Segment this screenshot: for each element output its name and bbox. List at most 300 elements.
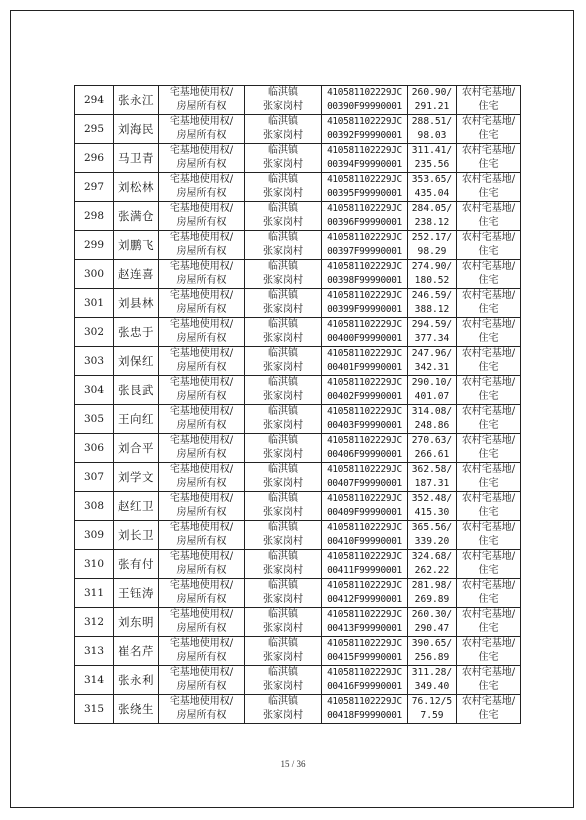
area-size-cell-line-2: 415.30 (414, 507, 450, 518)
location-cell-line-2: 张家岗村 (263, 304, 303, 315)
right-type-cell-line-2: 房屋所有权 (176, 188, 227, 199)
land-use-cell-line-1: 农村宅基地/ (461, 435, 516, 446)
area-size-cell (408, 347, 457, 376)
row-number-cell: 315 (75, 695, 114, 724)
land-use-cell-line-1: 农村宅基地/ (461, 551, 516, 562)
land-use-cell (457, 550, 521, 579)
area-size-cell (408, 463, 457, 492)
right-type-cell (159, 463, 245, 492)
land-use-cell-line-2: 住宅 (478, 594, 499, 605)
parcel-code-cell-line-1: 410581102229JC (327, 464, 402, 475)
parcel-code-cell (322, 579, 408, 608)
owner-name-cell: 刘县林 (114, 289, 159, 318)
location-cell-line-1: 临淇镇 (268, 319, 298, 330)
location-cell (245, 608, 322, 637)
land-use-cell (457, 521, 521, 550)
owner-name-cell: 刘松林 (114, 173, 159, 202)
right-type-cell-line-2: 房屋所有权 (176, 101, 227, 112)
land-use-cell-line-1: 农村宅基地/ (461, 406, 516, 417)
right-type-cell (159, 550, 245, 579)
land-use-cell-line-1: 农村宅基地/ (461, 638, 516, 649)
row-number-cell: 299 (75, 231, 114, 260)
parcel-code-cell-line-2: 00416F99990001 (327, 681, 402, 692)
area-size-cell-line-2: 269.89 (414, 594, 450, 605)
area-size-cell-line-1: 311.28/ (411, 667, 453, 678)
area-size-cell-line-2: 180.52 (414, 275, 450, 286)
parcel-code-cell-line-2: 00395F99990001 (327, 188, 402, 199)
right-type-cell-line-2: 房屋所有权 (176, 710, 227, 721)
table-row (75, 579, 521, 608)
parcel-code-cell-line-2: 00411F99990001 (327, 565, 402, 576)
land-use-cell-line-1: 农村宅基地/ (461, 580, 516, 591)
row-number-cell: 304 (75, 376, 114, 405)
land-use-cell-line-2: 住宅 (478, 710, 499, 721)
location-cell-line-1: 临淇镇 (268, 522, 298, 533)
area-size-cell-line-1: 270.63/ (411, 435, 453, 446)
area-size-cell-line-1: 352.48/ (411, 493, 453, 504)
right-type-cell (159, 492, 245, 521)
land-use-cell (457, 202, 521, 231)
location-cell-line-2: 张家岗村 (263, 101, 303, 112)
right-type-cell-line-1: 宅基地使用权/ (169, 551, 234, 562)
owner-name-cell: 张满仓 (114, 202, 159, 231)
area-size-cell-line-1: 252.17/ (411, 232, 453, 243)
right-type-cell-line-1: 宅基地使用权/ (169, 638, 234, 649)
owner-name-cell: 刘合平 (114, 434, 159, 463)
row-number-cell: 298 (75, 202, 114, 231)
area-size-cell-line-2: 435.04 (414, 188, 450, 199)
row-number-cell: 294 (75, 86, 114, 115)
right-type-cell-line-2: 房屋所有权 (176, 594, 227, 605)
land-use-cell (457, 695, 521, 724)
table-row (75, 463, 521, 492)
right-type-cell-line-1: 宅基地使用权/ (169, 522, 234, 533)
area-size-cell-line-2: 256.89 (414, 652, 450, 663)
location-cell-line-1: 临淇镇 (268, 464, 298, 475)
parcel-code-cell-line-2: 00407F99990001 (327, 478, 402, 489)
table-body (75, 86, 521, 724)
location-cell-line-2: 张家岗村 (263, 130, 303, 141)
land-use-cell (457, 492, 521, 521)
location-cell (245, 289, 322, 318)
row-number-cell: 301 (75, 289, 114, 318)
land-use-cell (457, 608, 521, 637)
location-cell-line-2: 张家岗村 (263, 188, 303, 199)
location-cell-line-1: 临淇镇 (268, 261, 298, 272)
area-size-cell (408, 86, 457, 115)
parcel-code-cell (322, 202, 408, 231)
right-type-cell-line-1: 宅基地使用权/ (169, 116, 234, 127)
location-cell-line-1: 临淇镇 (268, 174, 298, 185)
right-type-cell-line-2: 房屋所有权 (176, 623, 227, 634)
parcel-code-cell-line-1: 410581102229JC (327, 261, 402, 272)
parcel-code-cell (322, 115, 408, 144)
land-use-cell-line-1: 农村宅基地/ (461, 174, 516, 185)
parcel-code-cell-line-1: 410581102229JC (327, 435, 402, 446)
location-cell-line-1: 临淇镇 (268, 377, 298, 388)
right-type-cell-line-1: 宅基地使用权/ (169, 290, 234, 301)
right-type-cell (159, 521, 245, 550)
parcel-code-cell (322, 173, 408, 202)
land-use-cell-line-1: 农村宅基地/ (461, 232, 516, 243)
land-use-cell-line-2: 住宅 (478, 130, 499, 141)
parcel-code-cell-line-2: 00409F99990001 (327, 507, 402, 518)
right-type-cell (159, 666, 245, 695)
area-size-cell-line-1: 281.98/ (411, 580, 453, 591)
area-size-cell-line-2: 187.31 (414, 478, 450, 489)
parcel-code-cell-line-2: 00406F99990001 (327, 449, 402, 460)
area-size-cell (408, 318, 457, 347)
location-cell-line-2: 张家岗村 (263, 681, 303, 692)
parcel-code-cell-line-2: 00415F99990001 (327, 652, 402, 663)
area-size-cell (408, 405, 457, 434)
parcel-code-cell-line-2: 00403F99990001 (327, 420, 402, 431)
right-type-cell-line-2: 房屋所有权 (176, 246, 227, 257)
land-use-cell-line-2: 住宅 (478, 449, 499, 460)
land-use-cell-line-1: 农村宅基地/ (461, 493, 516, 504)
owner-name-cell: 刘东明 (114, 608, 159, 637)
location-cell (245, 579, 322, 608)
parcel-code-cell (322, 695, 408, 724)
parcel-code-cell (322, 666, 408, 695)
right-type-cell (159, 405, 245, 434)
area-size-cell-line-2: 7.59 (420, 710, 444, 721)
parcel-code-cell-line-1: 410581102229JC (327, 406, 402, 417)
table-row (75, 289, 521, 318)
parcel-code-cell (322, 347, 408, 376)
right-type-cell-line-1: 宅基地使用权/ (169, 464, 234, 475)
land-use-cell (457, 666, 521, 695)
parcel-code-cell-line-1: 410581102229JC (327, 174, 402, 185)
land-use-cell-line-2: 住宅 (478, 333, 499, 344)
land-use-cell-line-2: 住宅 (478, 159, 499, 170)
table-row (75, 434, 521, 463)
location-cell-line-1: 临淇镇 (268, 667, 298, 678)
table-row (75, 260, 521, 289)
parcel-code-cell-line-2: 00399F99990001 (327, 304, 402, 315)
location-cell-line-1: 临淇镇 (268, 493, 298, 504)
parcel-code-cell-line-1: 410581102229JC (327, 609, 402, 620)
land-use-cell-line-1: 农村宅基地/ (461, 464, 516, 475)
area-size-cell (408, 289, 457, 318)
land-use-cell (457, 289, 521, 318)
location-cell-line-1: 临淇镇 (268, 406, 298, 417)
owner-name-cell: 马卫青 (114, 144, 159, 173)
area-size-cell (408, 492, 457, 521)
land-use-cell-line-2: 住宅 (478, 391, 499, 402)
area-size-cell-line-2: 339.20 (414, 536, 450, 547)
right-type-cell-line-2: 房屋所有权 (176, 565, 227, 576)
row-number-cell: 311 (75, 579, 114, 608)
right-type-cell (159, 202, 245, 231)
right-type-cell (159, 347, 245, 376)
parcel-code-cell (322, 637, 408, 666)
location-cell-line-2: 张家岗村 (263, 420, 303, 431)
parcel-code-cell-line-1: 410581102229JC (327, 319, 402, 330)
table-row (75, 637, 521, 666)
row-number-cell: 306 (75, 434, 114, 463)
land-use-cell (457, 376, 521, 405)
area-size-cell-line-1: 390.65/ (411, 638, 453, 649)
row-number-cell: 302 (75, 318, 114, 347)
parcel-code-cell-line-2: 00396F99990001 (327, 217, 402, 228)
land-use-cell-line-2: 住宅 (478, 623, 499, 634)
parcel-code-cell (322, 260, 408, 289)
right-type-cell-line-1: 宅基地使用权/ (169, 145, 234, 156)
owner-name-cell: 刘海民 (114, 115, 159, 144)
parcel-code-cell-line-2: 00412F99990001 (327, 594, 402, 605)
parcel-code-cell-line-2: 00418F99990001 (327, 710, 402, 721)
land-use-cell (457, 260, 521, 289)
land-use-cell-line-1: 农村宅基地/ (461, 290, 516, 301)
right-type-cell (159, 376, 245, 405)
right-type-cell (159, 144, 245, 173)
land-use-cell-line-1: 农村宅基地/ (461, 377, 516, 388)
location-cell-line-2: 张家岗村 (263, 217, 303, 228)
parcel-code-cell (322, 289, 408, 318)
right-type-cell (159, 318, 245, 347)
right-type-cell (159, 231, 245, 260)
land-use-cell-line-1: 农村宅基地/ (461, 609, 516, 620)
land-use-cell-line-2: 住宅 (478, 304, 499, 315)
table-row (75, 115, 521, 144)
location-cell (245, 695, 322, 724)
table-row (75, 405, 521, 434)
location-cell-line-2: 张家岗村 (263, 391, 303, 402)
location-cell (245, 405, 322, 434)
right-type-cell (159, 260, 245, 289)
parcel-code-cell (322, 434, 408, 463)
right-type-cell-line-1: 宅基地使用权/ (169, 174, 234, 185)
table-row (75, 202, 521, 231)
location-cell (245, 260, 322, 289)
row-number-cell: 295 (75, 115, 114, 144)
location-cell-line-2: 张家岗村 (263, 159, 303, 170)
row-number-cell: 310 (75, 550, 114, 579)
parcel-code-cell-line-1: 410581102229JC (327, 667, 402, 678)
table-row (75, 492, 521, 521)
area-size-cell (408, 376, 457, 405)
owner-name-cell: 张忠于 (114, 318, 159, 347)
row-number-cell: 309 (75, 521, 114, 550)
area-size-cell (408, 666, 457, 695)
right-type-cell-line-2: 房屋所有权 (176, 362, 227, 373)
right-type-cell-line-1: 宅基地使用权/ (169, 667, 234, 678)
row-number-cell: 305 (75, 405, 114, 434)
table-row (75, 231, 521, 260)
land-use-cell-line-1: 农村宅基地/ (461, 319, 516, 330)
location-cell-line-1: 临淇镇 (268, 232, 298, 243)
location-cell-line-2: 张家岗村 (263, 275, 303, 286)
land-use-cell (457, 86, 521, 115)
area-size-cell-line-1: 314.08/ (411, 406, 453, 417)
parcel-code-cell-line-2: 00392F99990001 (327, 130, 402, 141)
land-use-cell (457, 405, 521, 434)
area-size-cell (408, 231, 457, 260)
right-type-cell-line-2: 房屋所有权 (176, 304, 227, 315)
area-size-cell-line-2: 377.34 (414, 333, 450, 344)
land-use-cell-line-2: 住宅 (478, 275, 499, 286)
area-size-cell-line-1: 260.30/ (411, 609, 453, 620)
area-size-cell (408, 695, 457, 724)
owner-name-cell: 崔名芹 (114, 637, 159, 666)
location-cell-line-2: 张家岗村 (263, 333, 303, 344)
owner-name-cell: 王钰涛 (114, 579, 159, 608)
area-size-cell-line-2: 342.31 (414, 362, 450, 373)
area-size-cell-line-2: 290.47 (414, 623, 450, 634)
location-cell-line-1: 临淇镇 (268, 435, 298, 446)
right-type-cell (159, 86, 245, 115)
parcel-code-cell (322, 376, 408, 405)
land-use-cell-line-2: 住宅 (478, 478, 499, 489)
location-cell-line-2: 张家岗村 (263, 623, 303, 634)
parcel-code-cell-line-1: 410581102229JC (327, 696, 402, 707)
right-type-cell-line-2: 房屋所有权 (176, 420, 227, 431)
location-cell-line-1: 临淇镇 (268, 696, 298, 707)
right-type-cell-line-2: 房屋所有权 (176, 536, 227, 547)
right-type-cell-line-2: 房屋所有权 (176, 507, 227, 518)
owner-name-cell: 刘长卫 (114, 521, 159, 550)
location-cell (245, 434, 322, 463)
area-size-cell (408, 521, 457, 550)
parcel-code-cell-line-1: 410581102229JC (327, 290, 402, 301)
page-number: 15 / 36 (280, 759, 306, 769)
location-cell-line-2: 张家岗村 (263, 478, 303, 489)
area-size-cell-line-1: 290.10/ (411, 377, 453, 388)
land-use-cell-line-1: 农村宅基地/ (461, 261, 516, 272)
location-cell-line-2: 张家岗村 (263, 362, 303, 373)
right-type-cell-line-1: 宅基地使用权/ (169, 609, 234, 620)
area-size-cell-line-1: 288.51/ (411, 116, 453, 127)
land-use-cell-line-2: 住宅 (478, 188, 499, 199)
right-type-cell (159, 115, 245, 144)
area-size-cell-line-1: 353.65/ (411, 174, 453, 185)
parcel-code-cell-line-1: 410581102229JC (327, 580, 402, 591)
area-size-cell (408, 202, 457, 231)
area-size-cell (408, 173, 457, 202)
right-type-cell (159, 608, 245, 637)
row-number-cell: 308 (75, 492, 114, 521)
table-row (75, 608, 521, 637)
location-cell-line-2: 张家岗村 (263, 536, 303, 547)
parcel-code-cell-line-2: 00397F99990001 (327, 246, 402, 257)
owner-name-cell: 张绕生 (114, 695, 159, 724)
area-size-cell-line-2: 98.03 (417, 130, 447, 141)
location-cell-line-1: 临淇镇 (268, 580, 298, 591)
table-row (75, 347, 521, 376)
parcel-code-cell (322, 318, 408, 347)
land-use-cell (457, 231, 521, 260)
table-row (75, 86, 521, 115)
land-use-cell-line-1: 农村宅基地/ (461, 87, 516, 98)
parcel-code-cell-line-1: 410581102229JC (327, 203, 402, 214)
parcel-code-cell (322, 231, 408, 260)
location-cell-line-2: 张家岗村 (263, 594, 303, 605)
right-type-cell (159, 434, 245, 463)
area-size-cell-line-2: 238.12 (414, 217, 450, 228)
row-number-cell: 312 (75, 608, 114, 637)
table-row (75, 666, 521, 695)
location-cell (245, 550, 322, 579)
land-use-cell (457, 637, 521, 666)
area-size-cell (408, 608, 457, 637)
land-use-cell-line-2: 住宅 (478, 246, 499, 257)
right-type-cell (159, 289, 245, 318)
right-type-cell-line-2: 房屋所有权 (176, 391, 227, 402)
parcel-code-cell-line-2: 00390F99990001 (327, 101, 402, 112)
parcel-code-cell-line-1: 410581102229JC (327, 87, 402, 98)
area-size-cell-line-2: 248.86 (414, 420, 450, 431)
parcel-code-cell (322, 550, 408, 579)
location-cell (245, 144, 322, 173)
right-type-cell-line-1: 宅基地使用权/ (169, 377, 234, 388)
land-use-cell (457, 347, 521, 376)
right-type-cell-line-1: 宅基地使用权/ (169, 319, 234, 330)
right-type-cell-line-2: 房屋所有权 (176, 275, 227, 286)
right-type-cell-line-1: 宅基地使用权/ (169, 406, 234, 417)
registration-table (74, 85, 521, 724)
right-type-cell-line-1: 宅基地使用权/ (169, 261, 234, 272)
land-use-cell-line-1: 农村宅基地/ (461, 667, 516, 678)
land-use-cell (457, 434, 521, 463)
location-cell (245, 231, 322, 260)
right-type-cell-line-1: 宅基地使用权/ (169, 493, 234, 504)
parcel-code-cell (322, 521, 408, 550)
area-size-cell-line-1: 260.90/ (411, 87, 453, 98)
area-size-cell (408, 434, 457, 463)
row-number-cell: 313 (75, 637, 114, 666)
right-type-cell-line-1: 宅基地使用权/ (169, 696, 234, 707)
area-size-cell-line-1: 247.96/ (411, 348, 453, 359)
right-type-cell-line-2: 房屋所有权 (176, 681, 227, 692)
location-cell (245, 347, 322, 376)
parcel-code-cell (322, 492, 408, 521)
row-number-cell: 297 (75, 173, 114, 202)
row-number-cell: 303 (75, 347, 114, 376)
parcel-code-cell-line-1: 410581102229JC (327, 232, 402, 243)
area-size-cell-line-2: 349.40 (414, 681, 450, 692)
area-size-cell (408, 637, 457, 666)
area-size-cell-line-1: 362.58/ (411, 464, 453, 475)
parcel-code-cell (322, 463, 408, 492)
area-size-cell-line-2: 266.61 (414, 449, 450, 460)
right-type-cell-line-2: 房屋所有权 (176, 217, 227, 228)
right-type-cell (159, 579, 245, 608)
owner-name-cell: 赵红卫 (114, 492, 159, 521)
location-cell-line-1: 临淇镇 (268, 145, 298, 156)
land-use-cell-line-2: 住宅 (478, 681, 499, 692)
land-use-cell (457, 318, 521, 347)
land-use-cell-line-1: 农村宅基地/ (461, 696, 516, 707)
area-size-cell-line-2: 235.56 (414, 159, 450, 170)
right-type-cell-line-1: 宅基地使用权/ (169, 435, 234, 446)
land-use-cell-line-2: 住宅 (478, 217, 499, 228)
table-row (75, 144, 521, 173)
right-type-cell-line-1: 宅基地使用权/ (169, 348, 234, 359)
land-use-cell (457, 173, 521, 202)
parcel-code-cell-line-1: 410581102229JC (327, 493, 402, 504)
parcel-code-cell-line-2: 00400F99990001 (327, 333, 402, 344)
owner-name-cell: 王向红 (114, 405, 159, 434)
right-type-cell-line-2: 房屋所有权 (176, 159, 227, 170)
location-cell-line-1: 临淇镇 (268, 551, 298, 562)
area-size-cell-line-2: 98.29 (417, 246, 447, 257)
location-cell (245, 318, 322, 347)
right-type-cell-line-1: 宅基地使用权/ (169, 87, 234, 98)
location-cell-line-2: 张家岗村 (263, 565, 303, 576)
table-row (75, 376, 521, 405)
location-cell (245, 666, 322, 695)
